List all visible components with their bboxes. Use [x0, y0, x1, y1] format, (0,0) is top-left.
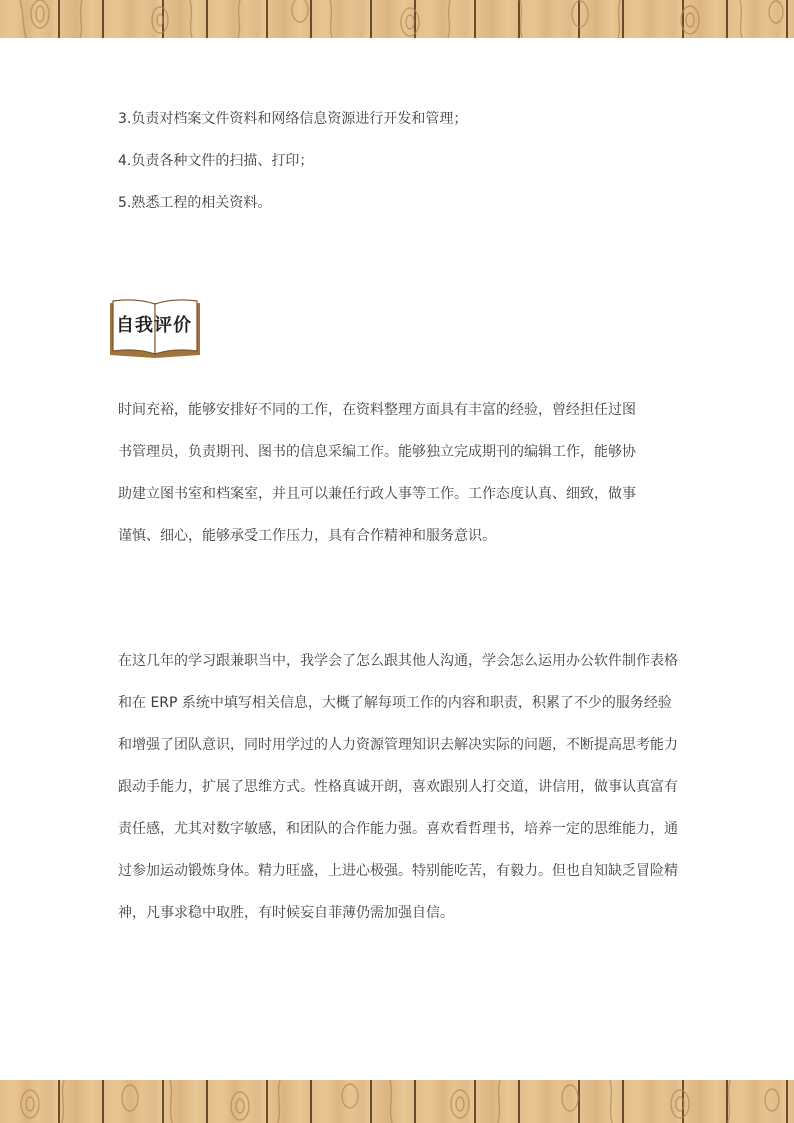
list-item-4: 4.负责各种文件的扫描、打印； — [118, 153, 314, 169]
paragraph-line: 跟动手能力，扩展了思维方式。性格真诚开朗，喜欢跟别人打交道，讲信用，做事认真富有 — [118, 779, 678, 795]
paragraph-line: 书管理员，负责期刊、图书的信息采编工作。能够独立完成期刊的编辑工作，能够协 — [118, 444, 636, 460]
paragraph-line: 过参加运动锻炼身体。精力旺盛，上进心极强。特别能吃苦，有毅力。但也自知缺乏冒险精 — [118, 863, 678, 879]
list-item-5: 5.熟悉工程的相关资料。 — [118, 195, 272, 211]
wood-plank-border-bottom — [0, 1080, 794, 1123]
experience-paragraph — [118, 640, 698, 934]
paragraph-line: 在这几年的学习跟兼职当中，我学会了怎么跟其他人沟通，学会怎么运用办公软件制作表格 — [118, 653, 678, 669]
paragraph-line: 时间充裕，能够安排好不同的工作，在资料整理方面具有丰富的经验，曾经担任过图 — [118, 402, 636, 418]
wood-plank-border-top — [0, 0, 794, 38]
paragraph-line: 谨慎、细心，能够承受工作压力，具有合作精神和服务意识。 — [118, 528, 496, 544]
section-heading — [108, 297, 202, 359]
paragraph-line: 责任感，尤其对数字敏感，和团队的合作能力强。喜欢看哲理书，培养一定的思维能力，通 — [118, 821, 678, 837]
paragraph-line: 助建立图书室和档案室，并且可以兼任行政人事等工作。工作态度认真、细致，做事 — [118, 486, 636, 502]
self-evaluation-paragraph — [118, 389, 698, 557]
section-title: 自我评价 — [116, 315, 192, 336]
list-item-3: 3.负责对档案文件资料和网络信息资源进行开发和管理； — [118, 111, 468, 127]
paragraph-line: 和在 ERP 系统中填写相关信息，大概了解每项工作的内容和职责，积累了不少的服务经验 — [118, 695, 672, 711]
paragraph-line: 神，凡事求稳中取胜，有时候妄自菲薄仍需加强自信。 — [118, 905, 454, 921]
paragraph-line: 和增强了团队意识，同时用学过的人力资源管理知识去解决实际的问题，不断提高思考能力 — [118, 737, 678, 753]
